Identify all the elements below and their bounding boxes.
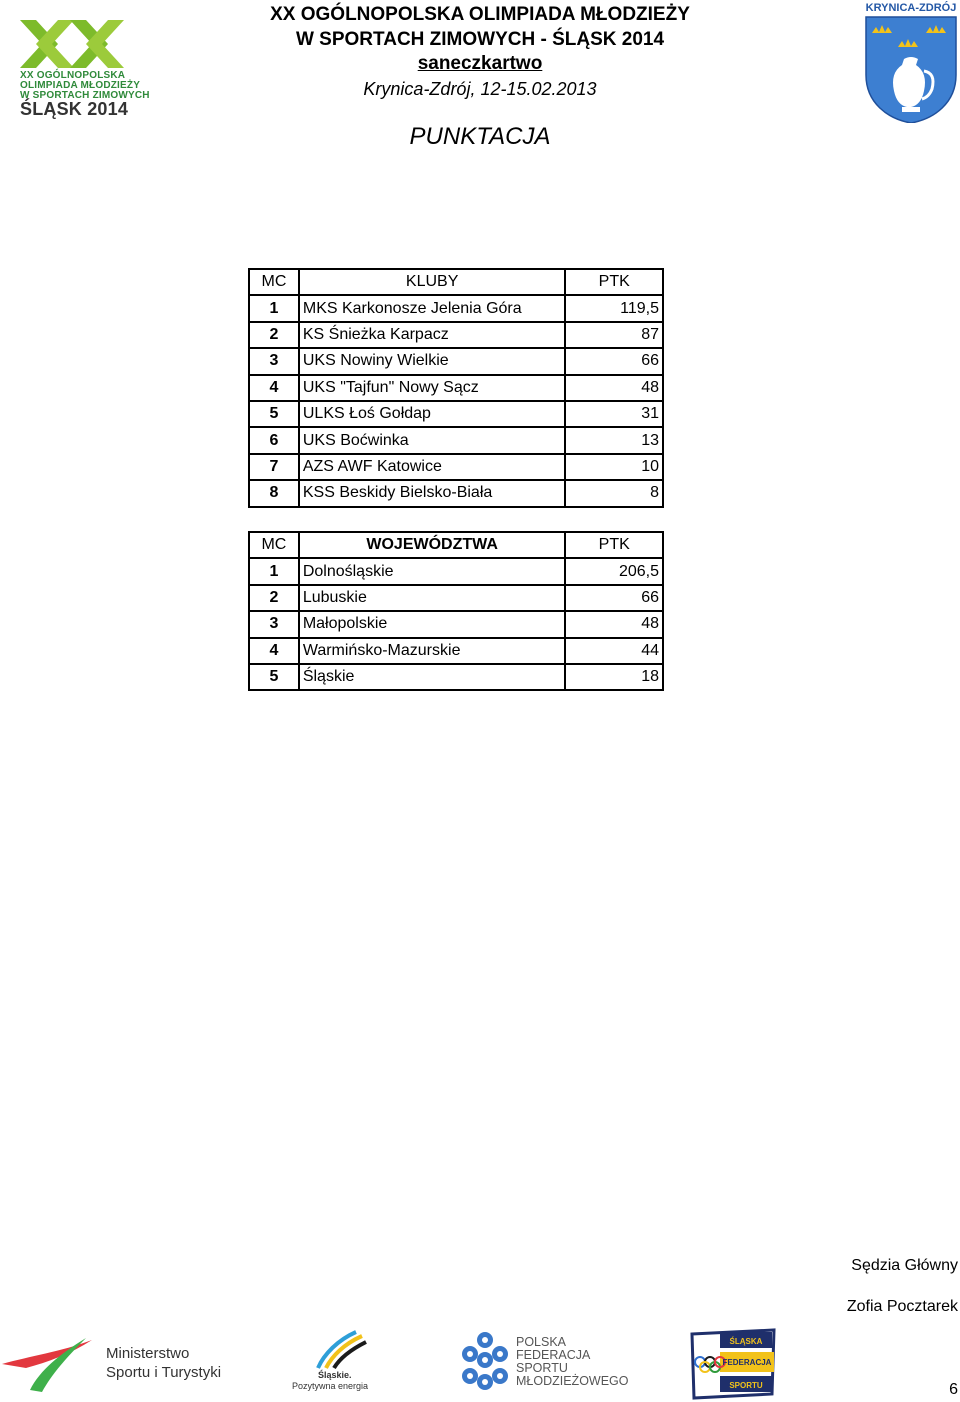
logo-text-line2: OLIMPIADA MŁODZIEŻY [20,80,141,91]
club-name-cell: AZS AWF Katowice [299,454,566,480]
krynica-crest-icon [864,15,958,123]
table-row [249,664,663,690]
points-cell: 31 [565,401,663,427]
rank-cell: 4 [249,638,299,664]
crest-title: KRYNICA-ZDRÓJ [865,2,957,14]
rank-cell: 2 [249,585,299,611]
ministry-swoosh-icon [0,1334,100,1394]
club-name-cell: KS Śnieżka Karpacz [299,322,566,348]
points-cell: 66 [565,348,663,374]
slaskie-text [292,1370,368,1392]
rank-cell: 7 [249,454,299,480]
points-cell: 48 [565,375,663,401]
rank-cell: 1 [249,295,299,321]
table-row [249,454,663,480]
slaskie-logo [288,1328,378,1396]
pfsm-line4: MŁODZIEŻOWEGO [516,1374,629,1388]
table-row [249,401,663,427]
sfs-emblem-icon [688,1328,778,1400]
ministry-line1: Ministerstwo [106,1345,190,1362]
table-row [249,585,663,611]
table-row [249,375,663,401]
points-cell: 8 [565,480,663,506]
points-cell: 206,5 [565,558,663,584]
region-name-cell: Warmińsko-Mazurskie [299,638,566,664]
points-cell: 48 [565,611,663,637]
clubs-header-rank: MC [249,269,299,295]
clubs-header-name: KLUBY [299,269,566,295]
sfs-bottom-text: SPORTU [729,1381,763,1390]
page-title: PUNKTACJA [409,123,551,150]
krynica-crest [862,2,960,124]
logo-text-line1: XX OGÓLNOPOLSKA [20,70,126,81]
points-cell: 13 [565,427,663,453]
sfs-logo [688,1328,778,1400]
points-cell: 87 [565,322,663,348]
regions-header-row [249,532,663,558]
table-row [249,295,663,321]
ministry-text [106,1344,221,1382]
header-line1: XX OGÓLNOPOLSKA OLIMPIADA MŁODZIEŻY [270,4,690,25]
table-row [249,322,663,348]
table-row [249,427,663,453]
pfsm-line3: SPORTU [516,1361,568,1375]
sfs-top-text: ŚLĄSKA [729,1337,763,1346]
pfsm-line1: POLSKA [516,1335,567,1349]
club-name-cell: MKS Karkonosze Jelenia Góra [299,295,566,321]
place-date: Krynica-Zdrój, 12-15.02.2013 [363,79,597,99]
points-cell: 10 [565,454,663,480]
regions-header-points: PTK [565,532,663,558]
points-cell: 18 [565,664,663,690]
pfsm-text [516,1336,629,1388]
region-name-cell: Małopolskie [299,611,566,637]
sfs-mid-text: FEDERACJA [722,1358,772,1367]
logo-text-line3: W SPORTACH ZIMOWYCH [20,90,150,101]
slaskie-line2: Pozytywna energia [292,1381,369,1391]
region-name-cell: Dolnośląskie [299,558,566,584]
table-row [249,611,663,637]
header-line2: W SPORTACH ZIMOWYCH - ŚLĄSK 2014 [295,29,665,50]
clubs-header-row [249,269,663,295]
page-number: 6 [949,1381,958,1398]
rank-cell: 5 [249,664,299,690]
region-name-cell: Śląskie [299,664,566,690]
signature-name: Zofia Pocztarek [846,1298,958,1315]
pfsm-logo [456,1330,629,1394]
logo-text-line4: ŚLĄSK 2014 [20,99,129,119]
ministry-line2: Sportu i Turystyki [106,1364,222,1381]
points-cell: 44 [565,638,663,664]
rank-cell: 5 [249,401,299,427]
club-name-cell: ULKS Łoś Gołdap [299,401,566,427]
pfsm-line2: FEDERACJA [516,1348,591,1362]
club-name-cell: UKS Nowiny Wielkie [299,348,566,374]
rank-cell: 2 [249,322,299,348]
points-cell: 119,5 [565,295,663,321]
regions-header-name: WOJEWÓDZTWA [299,532,566,558]
clubs-header-points: PTK [565,269,663,295]
slaskie-waves-icon [304,1328,374,1370]
club-name-cell: UKS "Tajfun" Nowy Sącz [299,375,566,401]
rank-cell: 4 [249,375,299,401]
table-row [249,638,663,664]
table-row [249,348,663,374]
points-cell: 66 [565,585,663,611]
rank-cell: 3 [249,611,299,637]
regions-table [248,531,664,691]
rank-cell: 6 [249,427,299,453]
slaskie-line1: Śląskie. [318,1370,352,1380]
club-name-cell: KSS Beskidy Bielsko-Biała [299,480,566,506]
table-row [249,558,663,584]
ministry-logo [0,1334,230,1394]
regions-header-rank: MC [249,532,299,558]
pfsm-circles-icon [456,1330,514,1392]
club-name-cell: UKS Boćwinka [299,427,566,453]
region-name-cell: Lubuskie [299,585,566,611]
rank-cell: 1 [249,558,299,584]
discipline: saneczkartwo [417,53,543,74]
rank-cell: 8 [249,480,299,506]
table-row [249,480,663,506]
signature-role: Sędzia Główny [851,1257,958,1274]
rank-cell: 3 [249,348,299,374]
clubs-table [248,268,664,508]
